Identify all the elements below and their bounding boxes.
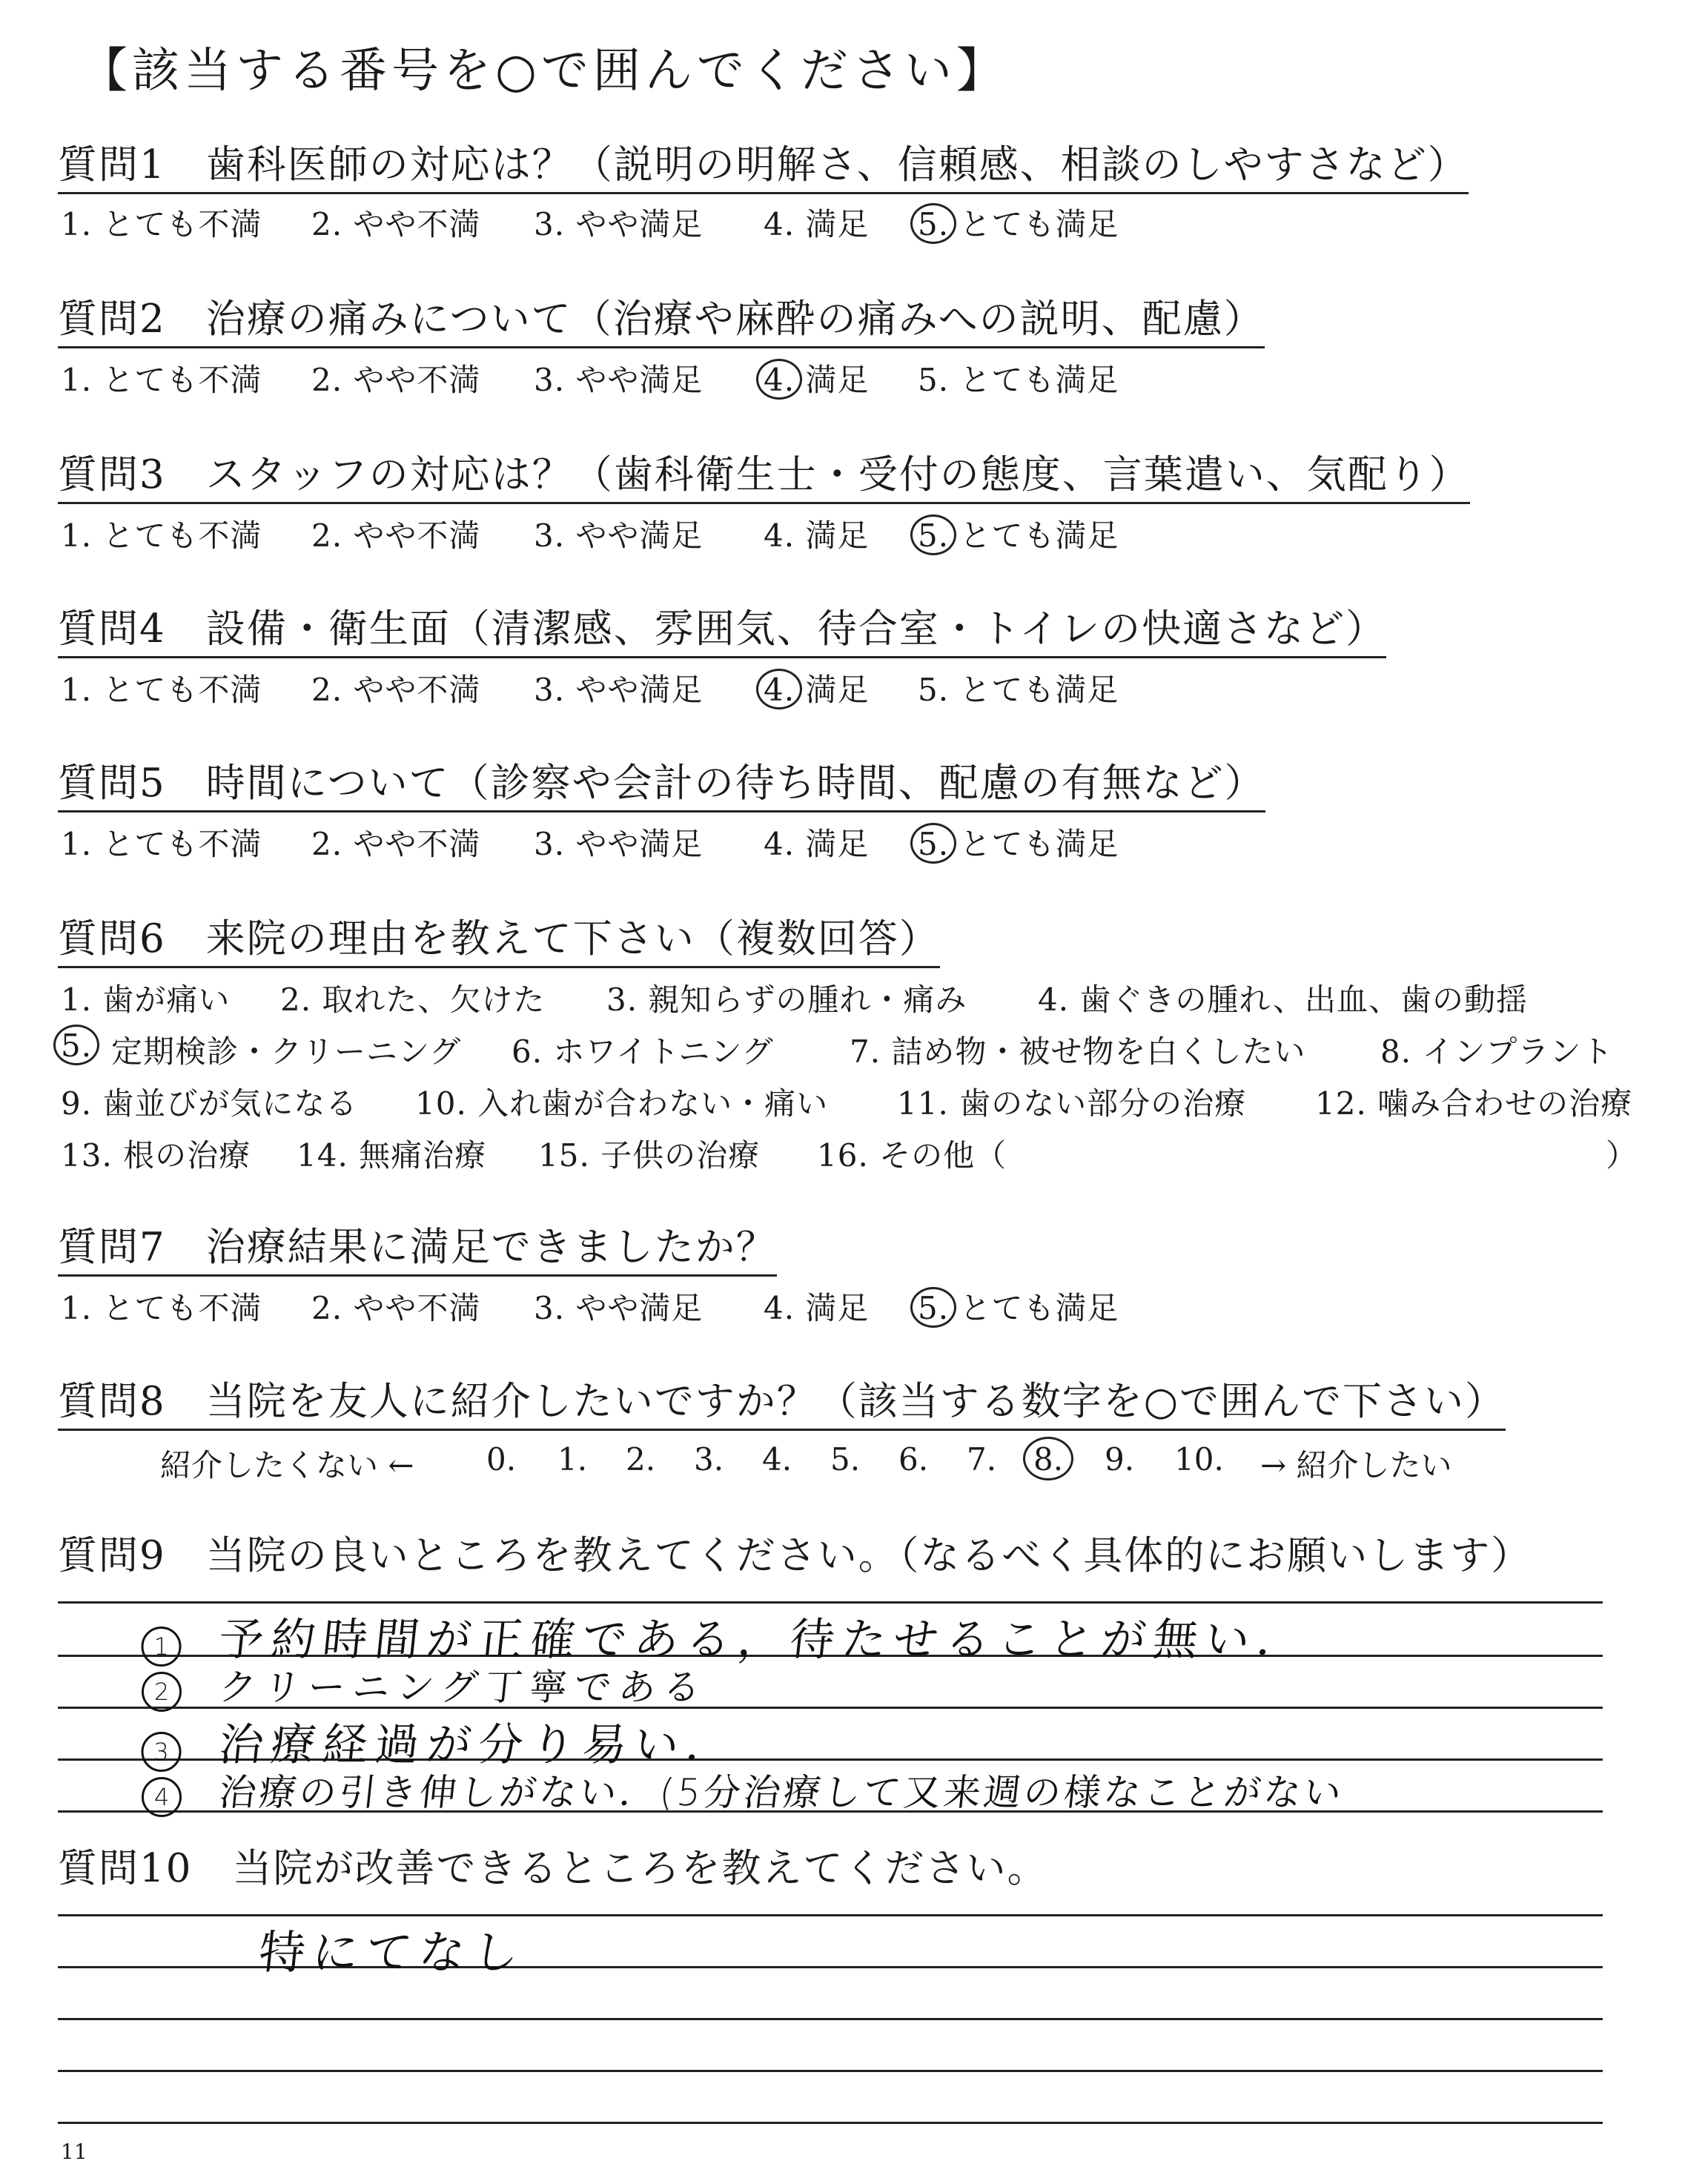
q7-option-1[interactable]: 1. とても不満 [61, 1290, 262, 1326]
q5-option-4[interactable]: 4. 満足 [764, 826, 870, 862]
q8-right-label: → 紹介したい [1260, 1447, 1452, 1483]
q2-option-2[interactable]: 2. やや不満 [311, 362, 481, 398]
q9-answer-1[interactable]: 1 予約時間が正確である，待たせることが無い． [139, 1604, 1312, 1668]
q7-option-4[interactable]: 4. 満足 [764, 1290, 870, 1326]
q1-option-1[interactable]: 1. とても不満 [61, 206, 262, 242]
q6-other-close-paren: ） [1606, 1137, 1638, 1174]
question-number: 質問4 [58, 606, 166, 652]
question-text: 当院が改善できるところを教えてください。 [232, 1846, 1048, 1891]
q4-option-4-selected[interactable]: 4. 満足 [764, 672, 870, 708]
q6-option-15[interactable]: 15. 子供の治療 [538, 1137, 761, 1174]
question-7-heading [58, 1225, 777, 1277]
answer-line [58, 2018, 1603, 2020]
q4-option-2[interactable]: 2. やや不満 [311, 672, 481, 708]
q3-option-3[interactable]: 3. やや満足 [534, 517, 704, 554]
q2-option-4-selected[interactable]: 4. 満足 [764, 362, 870, 398]
question-number: 質問3 [58, 452, 166, 497]
q8-value-10[interactable]: 10. [1174, 1441, 1224, 1478]
q6-option-16[interactable]: 16. その他（ [817, 1137, 1007, 1174]
q8-value-0[interactable]: 0. [486, 1441, 517, 1478]
page-number: 11 [61, 2140, 87, 2164]
question-text: 歯科医師の対応は？（説明の明解さ、信頼感、相談のしやすさなど） [205, 142, 1469, 188]
q6-option-5-selected[interactable]: 5. [61, 1028, 93, 1064]
q6-option-9[interactable]: 9. 歯並びが気になる [61, 1085, 358, 1122]
q4-option-5[interactable]: 5. とても満足 [918, 672, 1119, 708]
question-text: 設備・衛生面（清潔感、雰囲気、待合室・トイレの快適さなど） [205, 606, 1387, 652]
question-10-heading [58, 1846, 1047, 1896]
q6-option-13[interactable]: 13. 根の治療 [61, 1137, 251, 1174]
q7-option-3[interactable]: 3. やや満足 [534, 1290, 704, 1326]
circled-number: 2 [142, 1672, 182, 1712]
q2-option-1[interactable]: 1. とても不満 [61, 362, 262, 398]
q3-option-1[interactable]: 1. とても不満 [61, 517, 262, 554]
q5-option-1[interactable]: 1. とても不満 [61, 826, 262, 862]
question-4-heading [58, 606, 1386, 658]
q6-option-11[interactable]: 11. 歯のない部分の治療 [897, 1085, 1247, 1122]
page-title: 【該当する番号を○で囲んでください】 [80, 44, 1008, 99]
question-text: スタッフの対応は？（歯科衛生士・受付の態度、言葉遣い、気配り） [205, 452, 1470, 497]
q9-answer-2[interactable]: 2 クリーニング丁寧である [139, 1658, 711, 1712]
q6-option-4[interactable]: 4. 歯ぐきの腫れ、出血、歯の動揺 [1038, 982, 1528, 1018]
q10-answer[interactable]: 特にてなし [256, 1925, 529, 1979]
q1-option-2[interactable]: 2. やや不満 [311, 206, 481, 242]
question-number: 質問9 [58, 1533, 166, 1578]
q6-option-7[interactable]: 7. 詰め物・被せ物を白くしたい [850, 1033, 1306, 1070]
question-text: 治療の痛みについて（治療や麻酔の痛みへの説明、配慮） [205, 297, 1265, 342]
q6-option-8[interactable]: 8. インプラント [1380, 1033, 1614, 1070]
answer-line [58, 1601, 1603, 1604]
q5-option-2[interactable]: 2. やや不満 [311, 826, 481, 862]
question-text: 時間について（診察や会計の待ち時間、配慮の有無など） [205, 761, 1265, 806]
q6-option-3[interactable]: 3. 親知らずの腫れ・痛み [606, 982, 967, 1018]
q8-value-4[interactable]: 4. [762, 1441, 792, 1478]
q5-option-5-selected[interactable]: 5. とても満足 [918, 826, 1119, 862]
q1-option-3[interactable]: 3. やや満足 [534, 206, 704, 242]
q4-option-3[interactable]: 3. やや満足 [534, 672, 704, 708]
question-text: 治療結果に満足できましたか？ [205, 1225, 777, 1270]
q8-left-label: 紹介したくない ← [160, 1447, 414, 1483]
q8-value-9[interactable]: 9. [1105, 1441, 1135, 1478]
q8-value-8-selected[interactable]: 8. [1033, 1441, 1064, 1478]
q6-option-2[interactable]: 2. 取れた、欠けた [280, 982, 546, 1018]
question-text: 来院の理由を教えて下さい（複数回答） [205, 916, 940, 962]
circled-number: 3 [142, 1732, 182, 1772]
question-number: 質問2 [58, 297, 166, 342]
q8-value-7[interactable]: 7. [967, 1441, 997, 1478]
q9-answer-3[interactable]: 3 治療経過が分り易い． [139, 1710, 741, 1773]
q1-option-5-selected[interactable]: 5. とても満足 [918, 206, 1119, 242]
q5-option-3[interactable]: 3. やや満足 [534, 826, 704, 862]
q2-option-3[interactable]: 3. やや満足 [534, 362, 704, 398]
question-9-heading [58, 1533, 1532, 1583]
q8-scale [0, 1441, 1708, 1486]
question-text: 当院の良いところを教えてください。（なるべく具体的にお願いします） [205, 1533, 1532, 1578]
q2-option-5[interactable]: 5. とても満足 [918, 362, 1119, 398]
q8-value-3[interactable]: 3. [694, 1441, 724, 1478]
q8-value-6[interactable]: 6. [898, 1441, 929, 1478]
question-number: 質問7 [58, 1225, 166, 1270]
question-number: 質問6 [58, 916, 166, 962]
q3-option-2[interactable]: 2. やや不満 [311, 517, 481, 554]
q6-option-5-label[interactable]: 定期検診・クリーニング [111, 1033, 462, 1070]
question-text: 当院を友人に紹介したいですか？（該当する数字を○で囲んで下さい） [205, 1379, 1506, 1424]
question-number: 質問1 [58, 142, 166, 188]
question-6-heading [58, 916, 940, 968]
q4-option-1[interactable]: 1. とても不満 [61, 672, 262, 708]
answer-line [58, 2070, 1603, 2072]
q7-option-5-selected[interactable]: 5. とても満足 [918, 1290, 1119, 1326]
answer-line [58, 2122, 1603, 2124]
circled-number: 4 [142, 1777, 182, 1817]
q9-answer-4[interactable]: 4 治療の引き伸しがない．(5分治療して又来週の様なことがない [139, 1763, 1347, 1817]
question-3-heading [58, 452, 1470, 504]
q3-option-5-selected[interactable]: 5. とても満足 [918, 517, 1119, 554]
q6-option-6[interactable]: 6. ホワイトニング [512, 1033, 774, 1070]
question-5-heading [58, 761, 1265, 813]
q8-value-2[interactable]: 2. [626, 1441, 656, 1478]
q8-value-5[interactable]: 5. [830, 1441, 861, 1478]
question-2-heading [58, 297, 1265, 348]
q6-option-1[interactable]: 1. 歯が痛い [61, 982, 231, 1018]
q6-option-12[interactable]: 12. 噛み合わせの治療 [1315, 1085, 1633, 1122]
q1-option-4[interactable]: 4. 満足 [764, 206, 870, 242]
question-number: 質問8 [58, 1379, 166, 1424]
question-1-heading [58, 142, 1469, 194]
q7-option-2[interactable]: 2. やや不満 [311, 1290, 481, 1326]
circled-number: 1 [142, 1627, 182, 1667]
question-8-heading [58, 1379, 1506, 1431]
question-number: 質問5 [58, 761, 166, 806]
q6-option-14[interactable]: 14. 無痛治療 [297, 1137, 487, 1174]
q6-option-10[interactable]: 10. 入れ歯が合わない・痛い [415, 1085, 829, 1122]
question-number: 質問10 [58, 1846, 193, 1891]
q8-value-1[interactable]: 1. [557, 1441, 588, 1478]
q3-option-4[interactable]: 4. 満足 [764, 517, 870, 554]
